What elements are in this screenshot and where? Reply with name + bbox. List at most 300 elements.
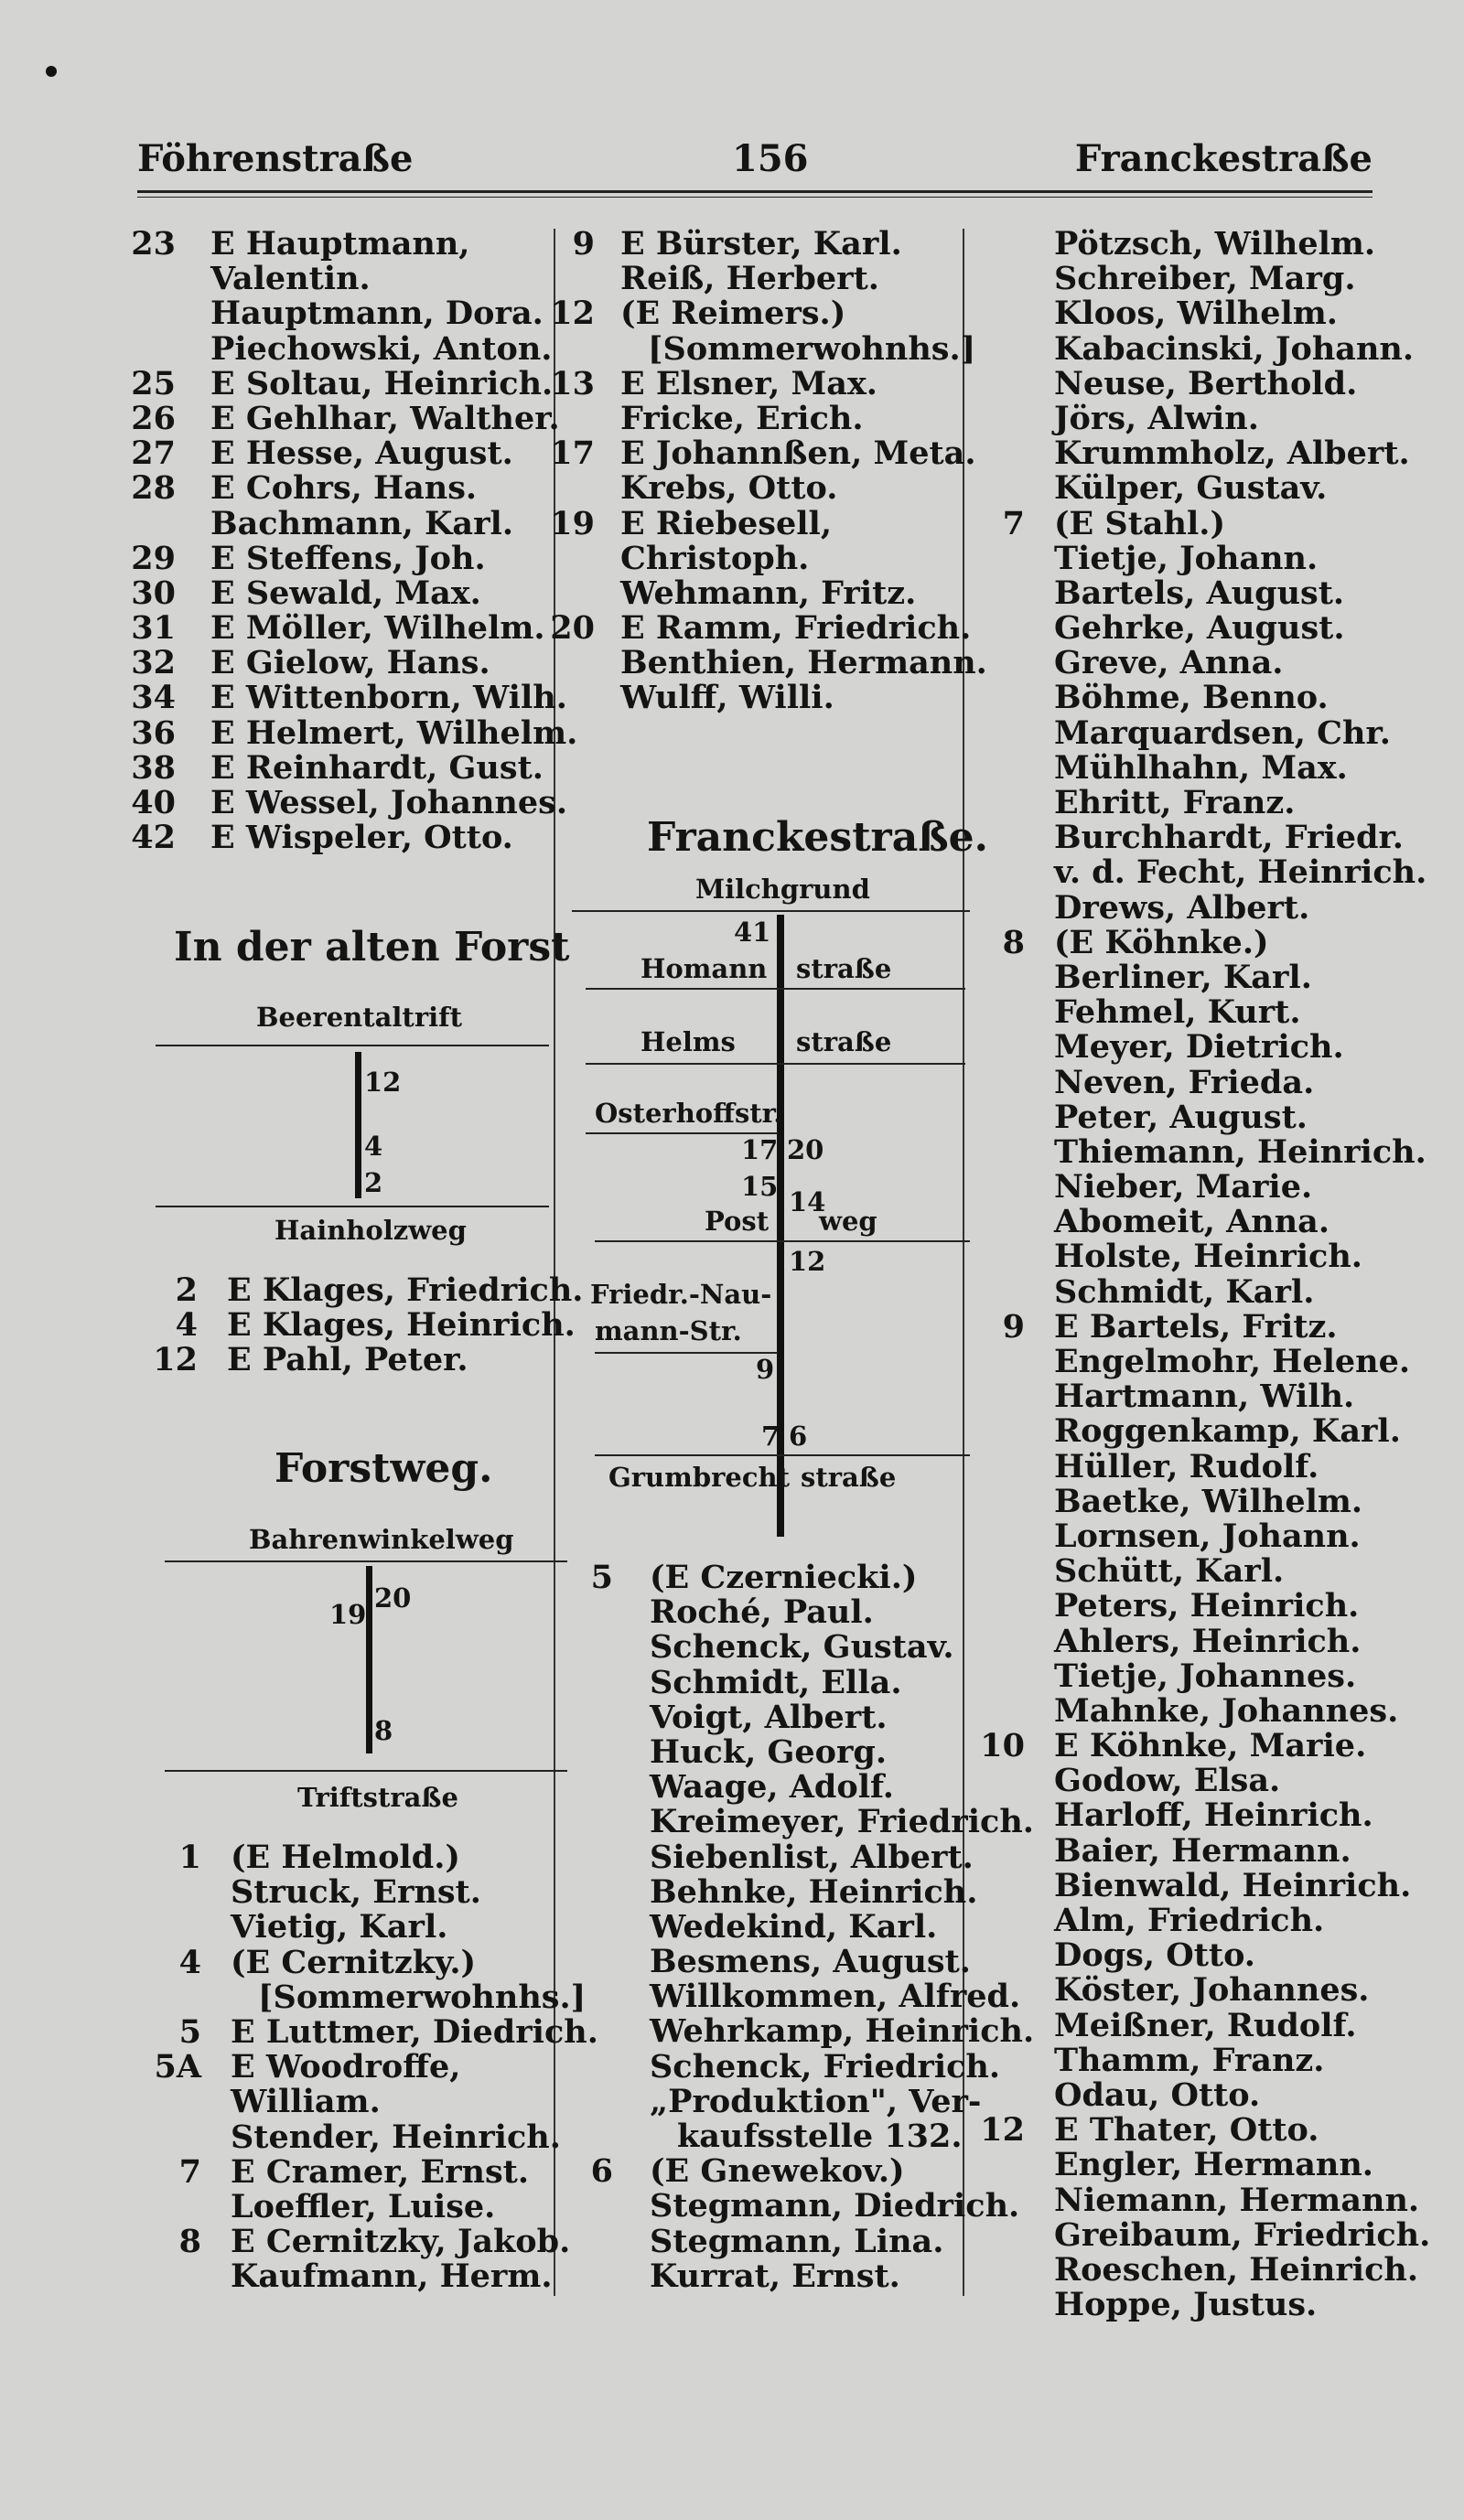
directory-entry [970, 1414, 1427, 1449]
resident-name: Kreimeyer, Friedrich. [650, 1803, 1034, 1841]
directory-entry [547, 262, 959, 296]
page-number: 156 [732, 137, 809, 180]
directory-entry [128, 1343, 549, 1378]
directory-entry [128, 1978, 587, 2016]
house-number: 14 [789, 1186, 826, 1217]
directory-entry [970, 2113, 1427, 2148]
house-number: 9 [756, 1354, 775, 1385]
directory-entry [970, 855, 1427, 890]
resident-name: Hauptmann, Dora. [210, 295, 544, 333]
resident-name: E Bürster, Karl. [620, 225, 902, 263]
directory-entry [128, 2223, 571, 2261]
ink-dot [46, 66, 57, 77]
resident-name: Burchhardt, Friedr. [1054, 819, 1404, 857]
directory-entry [128, 2012, 598, 2051]
directory-entry [128, 748, 549, 787]
resident-name: Roggenkamp, Karl. [1054, 1412, 1401, 1451]
house-number: 10 [980, 1727, 1025, 1765]
directory-entry [128, 1306, 576, 1345]
directory-entry [128, 329, 553, 368]
house-number: 23 [131, 225, 176, 263]
resident-name: Alm, Friedrich. [1054, 1902, 1325, 1939]
directory-entry [128, 2257, 553, 2296]
resident-name: Lornsen, Johann. [1054, 1517, 1361, 1555]
directory-entry [970, 646, 1427, 681]
resident-name: E Wittenborn, Wilh. [210, 679, 567, 717]
directory-entry [547, 2154, 959, 2189]
resident-name: kaufsstelle 132. [677, 2118, 963, 2155]
resident-name: Peter, August. [1054, 1098, 1308, 1136]
house-number: 20 [550, 609, 595, 648]
resident-name: Ehritt, Franz. [1054, 784, 1296, 821]
house-number: 19 [550, 504, 595, 542]
house-number: 5 [590, 1559, 613, 1596]
directory-entry [547, 1560, 959, 1595]
directory-entry [970, 1379, 1427, 1414]
directory-entry [547, 1803, 1034, 1841]
resident-name: Huck, Georg. [650, 1732, 888, 1771]
directory-entry [547, 2082, 982, 2120]
house-number: 8 [178, 2223, 201, 2261]
house-number: 13 [550, 364, 595, 402]
resident-name: Hüller, Rudolf. [1054, 1447, 1319, 1485]
directory-entry [547, 576, 959, 611]
street-triftstrasse: Triftstraße [297, 1782, 458, 1813]
directory-entry [547, 1630, 959, 1665]
street-line [156, 1045, 549, 1046]
column-2-foehrenstrasse [547, 225, 987, 717]
directory-entry [970, 1622, 1427, 1660]
house-number: 9 [1002, 1307, 1025, 1346]
directory-entry [970, 1447, 1427, 1485]
directory-entry [128, 820, 549, 855]
resident-name: Schenck, Gustav. [650, 1628, 954, 1667]
resident-name: Mahnke, Johannes. [1054, 1691, 1399, 1730]
resident-name: Greibaum, Friedrich. [1054, 2215, 1431, 2254]
house-number: 38 [131, 748, 176, 787]
resident-name: Piechowski, Anton. [210, 329, 553, 368]
directory-entry [970, 1482, 1427, 1520]
directory-entry [970, 1659, 1427, 1694]
directory-entry [970, 681, 1427, 715]
house-number: 41 [734, 917, 771, 948]
resident-name: E Möller, Wilhelm. [210, 609, 545, 648]
directory-entry [547, 1700, 959, 1735]
directory-entry [128, 539, 549, 577]
resident-name: Struck, Ernst. [231, 1873, 481, 1912]
directory-entry [128, 2187, 549, 2225]
resident-name: E Helmert, Wilhelm. [210, 713, 578, 752]
resident-name: Engler, Hermann. [1054, 2146, 1373, 2184]
resident-name: E Johannßen, Meta. [620, 434, 976, 473]
house-number: 2 [175, 1271, 198, 1309]
directory-entry [128, 364, 554, 402]
house-number: 4 [364, 1131, 383, 1162]
resident-name: [Sommerwohnhs.] [258, 1978, 587, 2016]
directory-entry [970, 2006, 1427, 2044]
directory-entry [128, 1943, 549, 1981]
resident-name: Abomeit, Anna. [1054, 1203, 1330, 1241]
resident-name: Fehmel, Kurt. [1054, 993, 1301, 1032]
street-post-left: Post [705, 1206, 770, 1237]
directory-entry [547, 2222, 959, 2260]
section-heading-alte-forst: In der alten Forst [174, 924, 570, 970]
resident-name: E Elsner, Max. [620, 364, 877, 402]
directory-entry [970, 296, 1427, 331]
resident-name: Siebenlist, Albert. [650, 1838, 974, 1876]
street-bar [366, 1566, 372, 1753]
street-line [572, 910, 970, 912]
directory-entry [970, 1831, 1427, 1870]
section-heading-forstweg: Forstweg. [274, 1445, 493, 1492]
resident-name: Mühlhahn, Max. [1054, 748, 1348, 787]
resident-name: Schmidt, Karl. [1054, 1272, 1315, 1311]
directory-entry [128, 2152, 549, 2191]
resident-name: E Hauptmann, [210, 225, 470, 263]
directory-entry [128, 471, 549, 506]
resident-name: (E Köhnke.) [1054, 923, 1269, 961]
street-milchgrund: Milchgrund [695, 874, 870, 905]
house-number: 19 [329, 1599, 367, 1630]
house-number: 2 [364, 1167, 383, 1198]
resident-name: Wehmann, Fritz. [620, 574, 917, 612]
directory-entry [128, 1840, 549, 1875]
house-number: 27 [131, 434, 176, 473]
directory-entry [970, 576, 1427, 611]
directory-entry [547, 2259, 959, 2294]
resident-name: E Cramer, Ernst. [231, 2152, 530, 2191]
house-number: 5A [154, 2048, 201, 2086]
directory-entry [547, 1978, 1021, 2016]
street-bar [355, 1052, 361, 1198]
resident-name: Dogs, Otto. [1054, 1936, 1255, 1975]
directory-entry [547, 1943, 971, 1981]
house-number: 15 [741, 1171, 779, 1202]
house-number: 12 [550, 295, 595, 333]
resident-name: Tietje, Johannes. [1054, 1657, 1357, 1695]
resident-name: Voigt, Albert. [650, 1698, 888, 1736]
resident-name: Hoppe, Justus. [1054, 2286, 1318, 2324]
directory-entry [128, 679, 567, 717]
resident-name: Gehrke, August. [1054, 609, 1345, 648]
house-number: 12 [789, 1246, 826, 1277]
resident-name: (E Cernitzky.) [231, 1943, 477, 1981]
house-number: 26 [131, 399, 176, 437]
resident-name: Krebs, Otto. [620, 469, 838, 508]
directory-entry [970, 2215, 1431, 2254]
house-number: 12 [364, 1067, 402, 1098]
directory-entry [547, 399, 959, 437]
house-number: 8 [1002, 923, 1025, 961]
resident-name: Krummholz, Albert. [1054, 434, 1410, 473]
directory-entry [970, 329, 1427, 368]
resident-name: E Köhnke, Marie. [1054, 1727, 1367, 1765]
resident-name: Tietje, Johann. [1054, 539, 1319, 577]
directory-entry [970, 262, 1427, 296]
resident-name: Meyer, Dietrich. [1054, 1028, 1344, 1067]
street-helms-right: straße [796, 1026, 892, 1057]
resident-name: Kurrat, Ernst. [650, 2257, 900, 2295]
directory-entry [128, 784, 568, 821]
directory-entry [970, 1691, 1427, 1730]
resident-name: E Wispeler, Otto. [210, 819, 513, 857]
resident-name: Marquardsen, Chr. [1054, 713, 1391, 752]
directory-entry [128, 227, 549, 262]
resident-name: Benthien, Hermann. [620, 644, 987, 682]
directory-entry [970, 2075, 1427, 2114]
street-helms-left: Helms [640, 1026, 736, 1057]
house-number: 32 [131, 644, 176, 682]
resident-name: Fricke, Erich. [620, 399, 864, 437]
resident-name: Valentin. [210, 260, 371, 298]
resident-name: Ahlers, Heinrich. [1054, 1622, 1362, 1660]
directory-entry [970, 1272, 1427, 1311]
directory-entry [547, 2118, 963, 2155]
resident-name: Reiß, Herbert. [620, 260, 879, 298]
resident-name: (E Gnewekov.) [650, 2152, 905, 2191]
resident-name: Nieber, Marie. [1054, 1168, 1313, 1206]
forstweg-entries [128, 1839, 598, 2296]
directory-entry [970, 436, 1427, 471]
street-line [586, 1063, 965, 1065]
resident-name: Jörs, Alwin. [1054, 399, 1259, 437]
directory-entry [970, 1866, 1427, 1904]
directory-entry [128, 1271, 584, 1309]
resident-name: Baetke, Wilhelm. [1054, 1482, 1363, 1520]
directory-entry [970, 2043, 1427, 2078]
street-friedr-naumann-1: Friedr.-Nau- [590, 1279, 772, 1310]
resident-name: Wedekind, Karl. [650, 1907, 938, 1946]
house-number: 17 [550, 434, 595, 473]
resident-name: Waage, Adolf. [650, 1768, 894, 1807]
directory-entry [970, 611, 1427, 646]
street-grumbrecht-right: straße [801, 1462, 897, 1493]
house-number: 5 [178, 2012, 201, 2051]
resident-name: Kaufmann, Herm. [231, 2257, 553, 2296]
resident-name: Hartmann, Wilh. [1054, 1378, 1355, 1416]
resident-name: Stender, Heinrich. [231, 2118, 561, 2156]
resident-name: Stegmann, Lina. [650, 2222, 944, 2260]
directory-entry [547, 1872, 978, 1911]
directory-entry [128, 2050, 549, 2085]
resident-name: E Klages, Heinrich. [227, 1306, 576, 1345]
directory-entry [970, 471, 1427, 506]
house-number: 31 [131, 609, 176, 648]
directory-entry [970, 1063, 1427, 1101]
house-number: 17 [741, 1134, 779, 1165]
resident-name: E Klages, Friedrich. [227, 1271, 584, 1309]
resident-name: Kloos, Wilhelm. [1054, 295, 1338, 333]
house-number: 4 [178, 1943, 201, 1981]
header-rule-thin [137, 197, 1372, 198]
resident-name: Köster, Johannes. [1054, 1971, 1370, 2010]
resident-name: Holste, Heinrich. [1054, 1238, 1362, 1276]
street-homann-right: straße [796, 953, 892, 984]
directory-entry [970, 399, 1427, 437]
directory-entry [970, 1307, 1427, 1346]
directory-entry [970, 1554, 1427, 1589]
header-rule [137, 190, 1372, 193]
directory-entry [970, 1100, 1427, 1135]
street-line [165, 1770, 567, 1772]
house-number: 7 [761, 1421, 780, 1452]
resident-name: Bartels, August. [1054, 574, 1345, 612]
header-right-street: Franckestraße [1074, 137, 1372, 180]
directory-entry [970, 1132, 1427, 1171]
section-heading-franckestrasse: Franckestraße. [647, 814, 988, 861]
directory-entry [970, 1205, 1427, 1239]
directory-entry [970, 227, 1427, 262]
street-hainholzweg: Hainholzweg [274, 1215, 467, 1246]
directory-entry [547, 227, 959, 262]
directory-entry [128, 646, 549, 681]
house-number: 29 [131, 539, 176, 577]
resident-name: Godow, Elsa. [1054, 1762, 1281, 1800]
street-line [165, 1560, 567, 1562]
directory-entry [970, 1798, 1427, 1833]
house-number: 4 [175, 1306, 198, 1345]
resident-name: E Reinhardt, Gust. [210, 748, 544, 787]
resident-name: Kabacinski, Johann. [1054, 329, 1415, 368]
resident-name: Pötzsch, Wilhelm. [1054, 225, 1376, 263]
resident-name: Drews, Albert. [1054, 888, 1310, 927]
directory-entry [970, 748, 1427, 787]
resident-name: (E Stahl.) [1054, 504, 1226, 542]
directory-entry [547, 1770, 959, 1805]
directory-entry [970, 2250, 1427, 2289]
column-3-franckestrasse [970, 225, 1431, 2324]
resident-name: Schmidt, Ella. [650, 1663, 902, 1701]
house-number: 8 [374, 1715, 393, 1746]
directory-entry [547, 1663, 959, 1701]
resident-name: Stegmann, Diedrich. [650, 2187, 1020, 2225]
house-number: 7 [1002, 504, 1025, 542]
house-number: 30 [131, 574, 176, 612]
street-grumbrecht-left: Grumbrecht [608, 1462, 790, 1493]
resident-name: Wulff, Willi. [620, 679, 834, 717]
resident-name: E Thater, Otto. [1054, 2111, 1319, 2150]
directory-entry [547, 434, 976, 473]
resident-name: E Wessel, Johannes. [210, 784, 568, 821]
resident-name: Böhme, Benno. [1054, 679, 1329, 717]
header-left-street: Föhrenstraße [137, 137, 414, 180]
resident-name: E Luttmer, Diedrich. [231, 2012, 598, 2051]
street-bahrenwinkelweg: Bahrenwinkelweg [249, 1524, 514, 1555]
resident-name: E Gielow, Hans. [210, 644, 490, 682]
house-number: 36 [131, 713, 176, 752]
directory-entry [970, 1239, 1427, 1274]
directory-entry [970, 1729, 1427, 1764]
directory-entry [128, 399, 560, 437]
street-line [586, 988, 965, 990]
directory-entry [970, 1903, 1427, 1938]
street-line [156, 1206, 549, 1207]
directory-entry [547, 644, 987, 682]
resident-name: Willkommen, Alfred. [650, 1978, 1021, 2016]
resident-name: Baier, Hermann. [1054, 1831, 1351, 1870]
resident-name: E Soltau, Heinrich. [210, 364, 554, 402]
resident-name: Greve, Anna. [1054, 644, 1284, 682]
resident-name: (E Reimers.) [620, 295, 846, 333]
directory-entry [128, 436, 549, 471]
house-number: 28 [131, 469, 176, 508]
directory-entry [970, 1030, 1427, 1065]
directory-entry [547, 681, 959, 715]
directory-entry [970, 2183, 1427, 2218]
house-number: 6 [789, 1421, 808, 1452]
resident-name: E Riebesell, [620, 504, 833, 542]
directory-entry [970, 1764, 1427, 1798]
resident-name: Schreiber, Marg. [1054, 260, 1356, 298]
directory-entry [970, 888, 1427, 927]
resident-name: Roché, Paul. [650, 1593, 874, 1632]
directory-entry [970, 364, 1427, 402]
resident-name: Roeschen, Heinrich. [1054, 2250, 1419, 2289]
directory-entry [547, 539, 959, 577]
directory-entry [970, 1973, 1427, 2008]
resident-name: Odau, Otto. [1054, 2075, 1261, 2114]
directory-entry [128, 2085, 549, 2119]
resident-name: [Sommerwohnhs.] [648, 329, 976, 368]
resident-name: Bienwald, Heinrich. [1054, 1866, 1412, 1904]
directory-entry [970, 820, 1427, 855]
directory-entry [128, 611, 549, 646]
street-line [595, 1352, 778, 1354]
house-number: 7 [178, 2152, 201, 2191]
street-friedr-naumann-2: mann-Str. [595, 1315, 742, 1346]
resident-name: Neuse, Berthold. [1054, 364, 1358, 402]
directory-entry [128, 296, 549, 331]
street-beerentaltrift: Beerentaltrift [256, 1002, 462, 1033]
house-number: 12 [153, 1341, 198, 1379]
directory-entry [547, 1732, 959, 1771]
directory-entry [547, 1907, 959, 1946]
directory-entry [547, 1595, 959, 1630]
resident-name: Wehrkamp, Heinrich. [650, 2012, 1035, 2051]
directory-entry [128, 1875, 549, 1910]
resident-name: Schütt, Karl. [1054, 1552, 1285, 1591]
resident-name: E Hesse, August. [210, 434, 513, 473]
resident-name: Niemann, Hermann. [1054, 2181, 1420, 2219]
house-number: 12 [980, 2111, 1025, 2150]
resident-name: (E Czerniecki.) [650, 1559, 918, 1596]
directory-entry [970, 1170, 1427, 1205]
street-line [595, 1240, 970, 1242]
resident-name: Thiemann, Heinrich. [1054, 1132, 1426, 1171]
street-post-right: weg [819, 1206, 877, 1237]
directory-entry [970, 2148, 1427, 2182]
directory-entry [547, 364, 959, 402]
house-number: 20 [787, 1134, 824, 1165]
house-number: 9 [572, 225, 595, 263]
directory-entry [128, 2118, 561, 2156]
resident-name: Meißner, Rudolf. [1054, 2006, 1357, 2044]
house-number: 6 [590, 2152, 613, 2191]
resident-name: William. [231, 2083, 381, 2121]
directory-entry [547, 329, 976, 368]
directory-entry [970, 960, 1427, 995]
resident-name: E Woodroffe, [231, 2048, 461, 2086]
street-osterhoffstr: Osterhoffstr. [595, 1098, 783, 1129]
resident-name: Harloff, Heinrich. [1054, 1796, 1373, 1835]
resident-name: Christoph. [620, 539, 810, 577]
resident-name: E Sewald, Max. [210, 574, 481, 612]
resident-name: E Bartels, Fritz. [1054, 1307, 1338, 1346]
resident-name: Thamm, Franz. [1054, 2041, 1325, 2079]
directory-entry [547, 504, 959, 542]
resident-name: v. d. Fecht, Heinrich. [1054, 853, 1427, 892]
resident-name: Besmens, August. [650, 1943, 971, 1981]
